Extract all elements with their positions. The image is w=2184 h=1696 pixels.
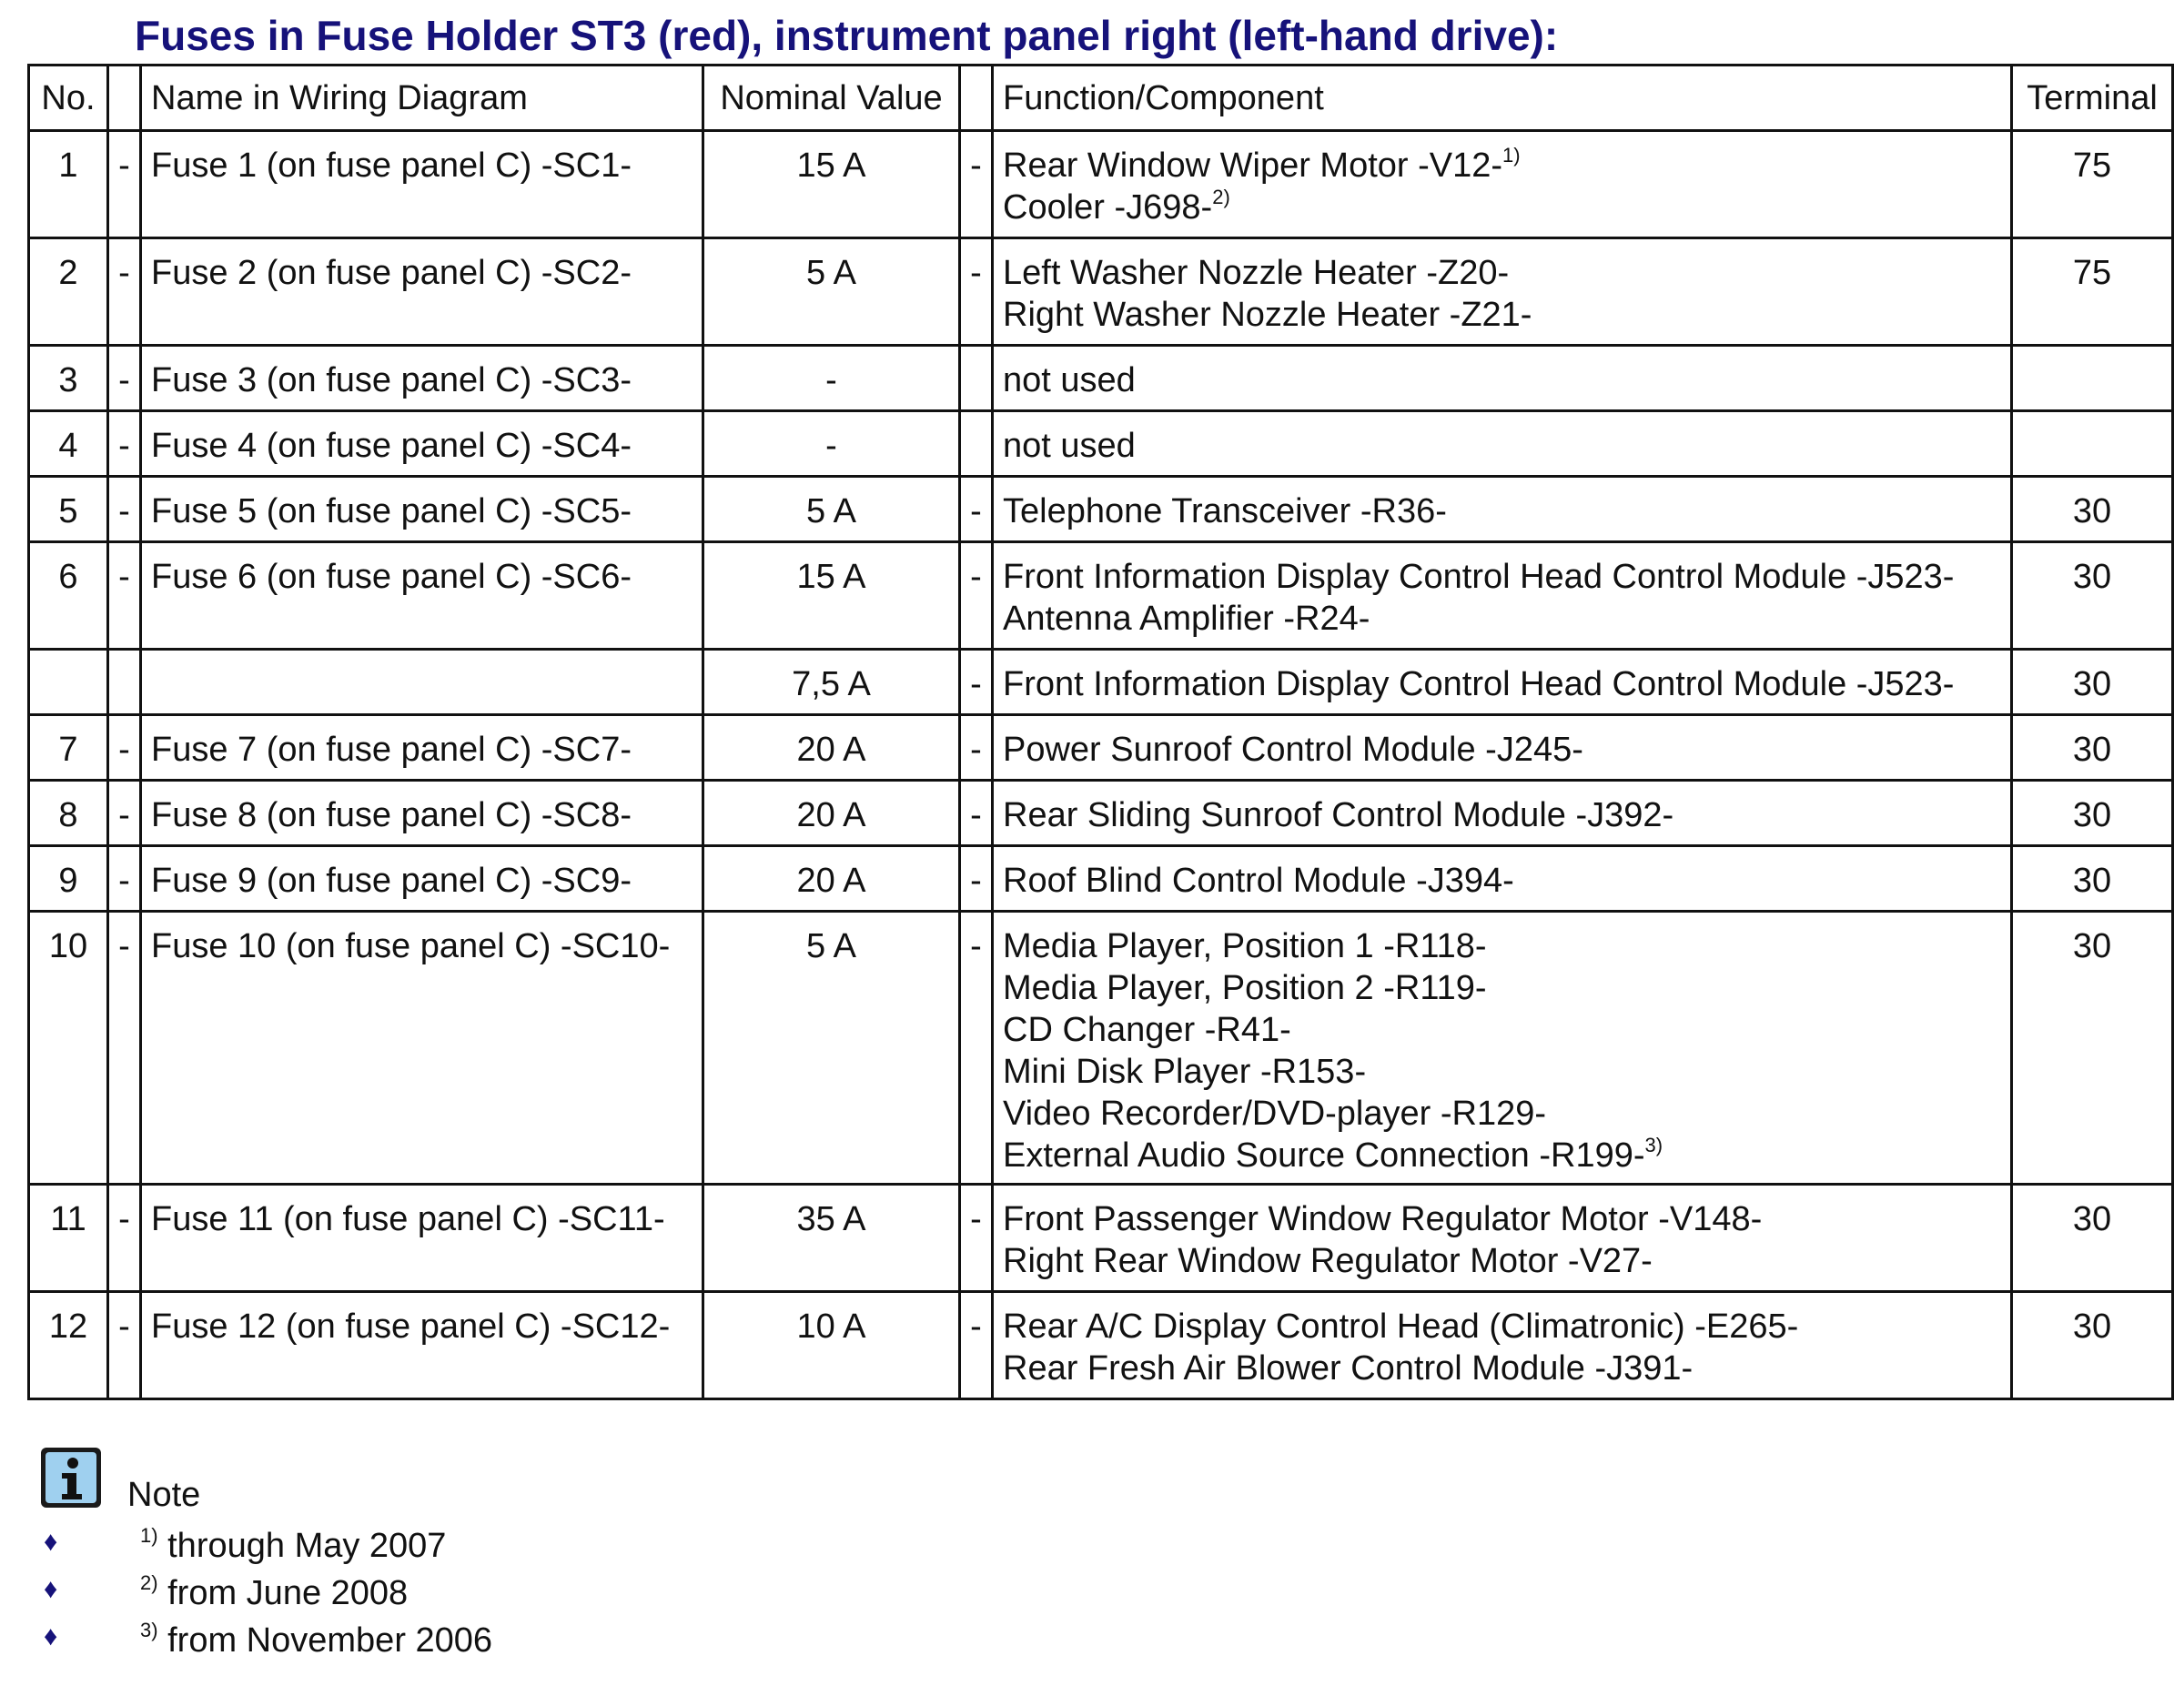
fuse-name: Fuse 11 (on fuse panel C) -SC11-: [141, 1185, 703, 1292]
table-row: [29, 238, 2173, 346]
row-dash: -: [108, 477, 141, 542]
nominal-value: -: [703, 411, 960, 477]
function-dash: -: [960, 238, 993, 346]
footnote-description: from November 2006: [167, 1621, 493, 1660]
terminal: [2012, 411, 2173, 477]
footnote-description: from June 2008: [167, 1574, 409, 1612]
function-line: [1003, 663, 2001, 705]
function-text: Front Information Display Control Head Control Module -J523-: [1003, 558, 1955, 596]
row-dash: -: [108, 542, 141, 650]
function-text: Left Washer Nozzle Heater -Z20-: [1003, 254, 1510, 292]
function-component: [993, 477, 2012, 542]
function-text: External Audio Source Connection -R199-: [1003, 1136, 1645, 1175]
row-dash: -: [108, 912, 141, 1185]
function-text: Antenna Amplifier -R24-: [1003, 600, 1370, 638]
function-text: Power Sunroof Control Module -J245-: [1003, 731, 1583, 769]
header-terminal: Terminal: [2012, 66, 2173, 131]
function-line: [1003, 1051, 2001, 1093]
function-text: Right Rear Window Regulator Motor -V27-: [1003, 1242, 1653, 1280]
fuse-table: [27, 64, 2174, 1400]
footnote-ref: 2): [1212, 186, 1230, 208]
terminal: 30: [2012, 781, 2173, 846]
function-component: [993, 1185, 2012, 1292]
function-component: [993, 131, 2012, 238]
table-row: [29, 411, 2173, 477]
function-text: Mini Disk Player -R153-: [1003, 1053, 1367, 1091]
function-dash: -: [960, 1185, 993, 1292]
function-line: [1003, 1135, 2001, 1176]
header-no: No.: [29, 66, 108, 131]
nominal-value: 15 A: [703, 131, 960, 238]
function-line: [1003, 794, 2001, 836]
row-dash: -: [108, 781, 141, 846]
nominal-value: 20 A: [703, 715, 960, 781]
fuse-name: Fuse 10 (on fuse panel C) -SC10-: [141, 912, 703, 1185]
function-text: Media Player, Position 1 -R118-: [1003, 927, 1487, 965]
bullet-icon: ♦: [44, 1527, 58, 1557]
row-dash: -: [108, 846, 141, 912]
terminal: 30: [2012, 715, 2173, 781]
fuse-number: 1: [29, 131, 108, 238]
fuse-number: 5: [29, 477, 108, 542]
fuse-name: Fuse 6 (on fuse panel C) -SC6-: [141, 542, 703, 650]
fuse-name: Fuse 4 (on fuse panel C) -SC4-: [141, 411, 703, 477]
function-dash: [960, 346, 993, 411]
function-line: [1003, 359, 2001, 401]
function-text: Front Passenger Window Regulator Motor -V148-: [1003, 1200, 1763, 1238]
fuse-name: Fuse 3 (on fuse panel C) -SC3-: [141, 346, 703, 411]
fuse-number: [29, 650, 108, 715]
fuse-number: 10: [29, 912, 108, 1185]
row-dash: -: [108, 1185, 141, 1292]
function-text: Right Washer Nozzle Heater -Z21-: [1003, 296, 1532, 334]
nominal-value: 5 A: [703, 477, 960, 542]
function-text: Front Information Display Control Head Control Module -J523-: [1003, 665, 1955, 703]
terminal: 75: [2012, 238, 2173, 346]
function-text: Telephone Transceiver -R36-: [1003, 492, 1447, 530]
fuse-number: 11: [29, 1185, 108, 1292]
bullet-icon: ♦: [44, 1574, 58, 1604]
function-text: CD Changer -R41-: [1003, 1011, 1291, 1049]
function-text: Roof Blind Control Module -J394-: [1003, 862, 1514, 900]
fuse-number: 9: [29, 846, 108, 912]
footnote-text: [140, 1571, 409, 1613]
fuse-name: Fuse 8 (on fuse panel C) -SC8-: [141, 781, 703, 846]
terminal: 30: [2012, 650, 2173, 715]
function-component: [993, 238, 2012, 346]
table-body: [29, 131, 2173, 1399]
row-dash: -: [108, 1292, 141, 1399]
fuse-number: 8: [29, 781, 108, 846]
function-dash: -: [960, 715, 993, 781]
function-text: Cooler -J698-: [1003, 188, 1213, 227]
table-row: [29, 715, 2173, 781]
nominal-value: 20 A: [703, 781, 960, 846]
function-dash: -: [960, 912, 993, 1185]
table-row: [29, 1185, 2173, 1292]
function-line: [1003, 1009, 2001, 1051]
nominal-value: 20 A: [703, 846, 960, 912]
footnote-marker: 2): [140, 1571, 158, 1594]
nominal-value: 5 A: [703, 912, 960, 1185]
fuse-number: 2: [29, 238, 108, 346]
page-title: Fuses in Fuse Holder ST3 (red), instrument panel right (left-hand drive):: [135, 12, 1559, 59]
fuse-number: 4: [29, 411, 108, 477]
table-row: [29, 846, 2173, 912]
terminal: 30: [2012, 846, 2173, 912]
nominal-value: 15 A: [703, 542, 960, 650]
function-line: [1003, 1306, 2001, 1348]
function-component: [993, 411, 2012, 477]
terminal: 30: [2012, 912, 2173, 1185]
table-row: [29, 542, 2173, 650]
row-dash: -: [108, 411, 141, 477]
function-text: Rear Fresh Air Blower Control Module -J391-: [1003, 1349, 1694, 1388]
terminal: 30: [2012, 477, 2173, 542]
header-name: Name in Wiring Diagram: [141, 66, 703, 131]
fuse-name: [141, 650, 703, 715]
function-text: not used: [1003, 361, 1136, 399]
function-dash: -: [960, 781, 993, 846]
function-component: [993, 650, 2012, 715]
terminal: 30: [2012, 1185, 2173, 1292]
header-nominal-value: Nominal Value: [703, 66, 960, 131]
function-text: Video Recorder/DVD-player -R129-: [1003, 1095, 1546, 1133]
function-text: Media Player, Position 2 -R119-: [1003, 969, 1487, 1007]
table-row: [29, 781, 2173, 846]
header-function: Function/Component: [993, 66, 2012, 131]
function-dash: -: [960, 477, 993, 542]
function-component: [993, 715, 2012, 781]
function-text: Rear Window Wiper Motor -V12-: [1003, 146, 1503, 185]
row-dash: [108, 650, 141, 715]
nominal-value: 5 A: [703, 238, 960, 346]
terminal: [2012, 346, 2173, 411]
footnote-marker: 3): [140, 1619, 158, 1641]
function-line: [1003, 1093, 2001, 1135]
function-component: [993, 1292, 2012, 1399]
note-label: Note: [127, 1476, 201, 1514]
footnote-description: through May 2007: [167, 1527, 447, 1565]
footnote-ref: 3): [1644, 1134, 1663, 1156]
fuse-name: Fuse 7 (on fuse panel C) -SC7-: [141, 715, 703, 781]
function-dash: -: [960, 650, 993, 715]
function-line: [1003, 252, 2001, 294]
table-row: [29, 131, 2173, 238]
fuse-name: Fuse 12 (on fuse panel C) -SC12-: [141, 1292, 703, 1399]
row-dash: -: [108, 715, 141, 781]
function-line: [1003, 729, 2001, 771]
function-line: [1003, 925, 2001, 967]
function-dash: -: [960, 542, 993, 650]
row-dash: -: [108, 346, 141, 411]
footnote-ref: 1): [1502, 144, 1521, 167]
footnote-text: [140, 1621, 492, 1661]
function-line: [1003, 187, 2001, 228]
header-spacer-1: [108, 66, 141, 131]
function-text: Rear A/C Display Control Head (Climatronic) -E265-: [1003, 1307, 1799, 1346]
fuse-number: 12: [29, 1292, 108, 1399]
function-line: [1003, 490, 2001, 532]
function-line: [1003, 860, 2001, 902]
table-row: [29, 1292, 2173, 1399]
function-line: [1003, 145, 2001, 187]
terminal: 75: [2012, 131, 2173, 238]
fuse-number: 6: [29, 542, 108, 650]
function-dash: -: [960, 131, 993, 238]
function-component: [993, 346, 2012, 411]
function-text: not used: [1003, 427, 1136, 465]
fuse-name: Fuse 9 (on fuse panel C) -SC9-: [141, 846, 703, 912]
function-dash: -: [960, 1292, 993, 1399]
function-line: [1003, 1348, 2001, 1389]
function-line: [1003, 1198, 2001, 1240]
function-component: [993, 781, 2012, 846]
fuse-number: 3: [29, 346, 108, 411]
fuse-name: Fuse 5 (on fuse panel C) -SC5-: [141, 477, 703, 542]
function-line: [1003, 598, 2001, 640]
function-component: [993, 846, 2012, 912]
function-text: Rear Sliding Sunroof Control Module -J392-: [1003, 796, 1674, 834]
row-dash: -: [108, 238, 141, 346]
function-line: [1003, 1240, 2001, 1282]
function-component: [993, 912, 2012, 1185]
function-dash: -: [960, 846, 993, 912]
table-row: [29, 650, 2173, 715]
footnote-marker: 1): [140, 1524, 158, 1547]
terminal: 30: [2012, 1292, 2173, 1399]
function-line: [1003, 425, 2001, 467]
nominal-value: 35 A: [703, 1185, 960, 1292]
nominal-value: 10 A: [703, 1292, 960, 1399]
table-row: [29, 912, 2173, 1185]
function-line: [1003, 967, 2001, 1009]
bullet-icon: ♦: [44, 1621, 58, 1651]
fuse-number: 7: [29, 715, 108, 781]
nominal-value: 7,5 A: [703, 650, 960, 715]
footnote-text: [140, 1524, 447, 1566]
header-spacer-2: [960, 66, 993, 131]
fuse-name: Fuse 2 (on fuse panel C) -SC2-: [141, 238, 703, 346]
nominal-value: -: [703, 346, 960, 411]
function-line: [1003, 294, 2001, 336]
table-row: [29, 346, 2173, 411]
function-line: [1003, 556, 2001, 598]
row-dash: -: [108, 131, 141, 238]
table-row: [29, 477, 2173, 542]
function-component: [993, 542, 2012, 650]
function-dash: [960, 411, 993, 477]
terminal: 30: [2012, 542, 2173, 650]
fuse-name: Fuse 1 (on fuse panel C) -SC1-: [141, 131, 703, 238]
info-icon: [38, 1445, 104, 1510]
table-header-row: [29, 66, 2173, 131]
